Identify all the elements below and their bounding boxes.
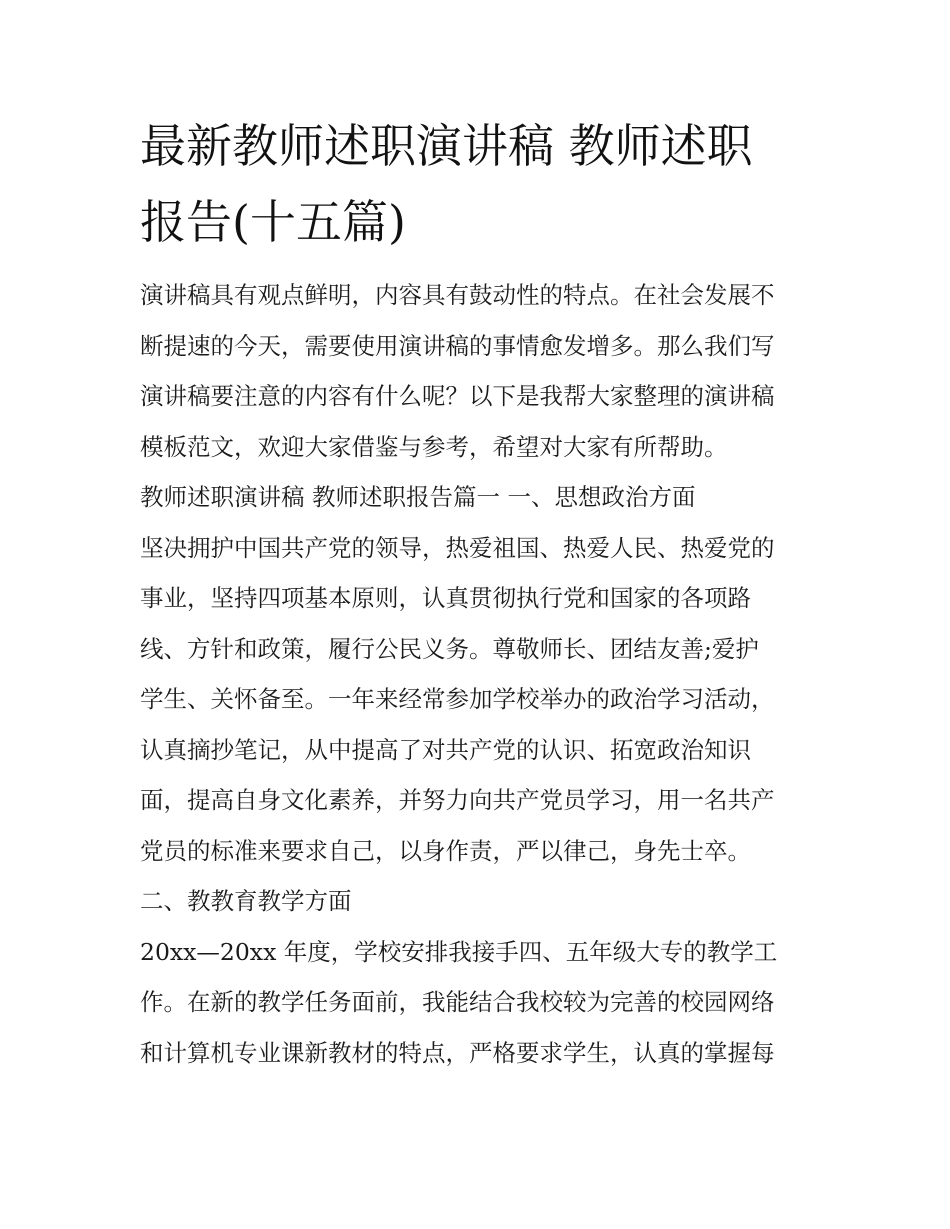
section-heading (140, 472, 812, 523)
text-line: 认真摘抄笔记，从中提高了对共产党的认识、拓宽政治知识 (140, 735, 751, 764)
title-line: 报告(十五篇) (140, 195, 406, 249)
text-line: 断提速的今天，需要使用演讲稿的事情愈发增多。那么我们写 (140, 331, 775, 360)
text-line: 作。在新的教学任务面前，我能结合我校较为完善的校园网络 (140, 988, 775, 1016)
title-line: 最新教师述职演讲稿 教师述职 (140, 119, 753, 173)
text-line: 事业，坚持四项基本原则，认真贯彻执行党和国家的各项路 (140, 584, 751, 612)
section-heading (140, 876, 812, 927)
text-line: 演讲稿要注意的内容有什么呢？以下是我帮大家整理的演讲稿 (140, 382, 775, 410)
document-title (140, 108, 812, 260)
text-line: 教师述职演讲稿 教师述职报告篇一 一、思想政治方面 (140, 483, 696, 511)
teaching-paragraph (140, 927, 812, 1079)
text-line: 坚决拥护中国共产党的领导，热爱祖国、热爱人民、热爱党的 (140, 533, 775, 562)
document-body (140, 270, 812, 1078)
text-line: 和计算机专业课新教材的特点，严格要求学生，认真的掌握每 (140, 1038, 775, 1067)
text-line: 演讲稿具有观点鲜明，内容具有鼓动性的特点。在社会发展不 (140, 281, 775, 309)
document-content (140, 108, 812, 1078)
text-line: 线、方针和政策，履行公民义务。尊敬师长、团结友善;爱护 (140, 634, 759, 663)
text-line: 学生、关怀备至。一年来经常参加学校举办的政治学习活动， (140, 685, 775, 713)
text-line: 二、教教育教学方面 (140, 887, 352, 915)
text-line: 党员的标准来要求自己，以身作责，严以律己，身先士卒。 (140, 836, 751, 865)
text-line: 20xx—20xx 年度，学校安排我接手四、五年级大专的教学工 (140, 937, 778, 966)
text-line: 面，提高自身文化素养，并努力向共产党员学习，用一名共产 (140, 786, 775, 814)
intro-paragraph (140, 270, 812, 472)
text-line: 模板范文，欢迎大家借鉴与参考，希望对大家有所帮助。 (140, 432, 728, 461)
political-paragraph (140, 523, 812, 877)
